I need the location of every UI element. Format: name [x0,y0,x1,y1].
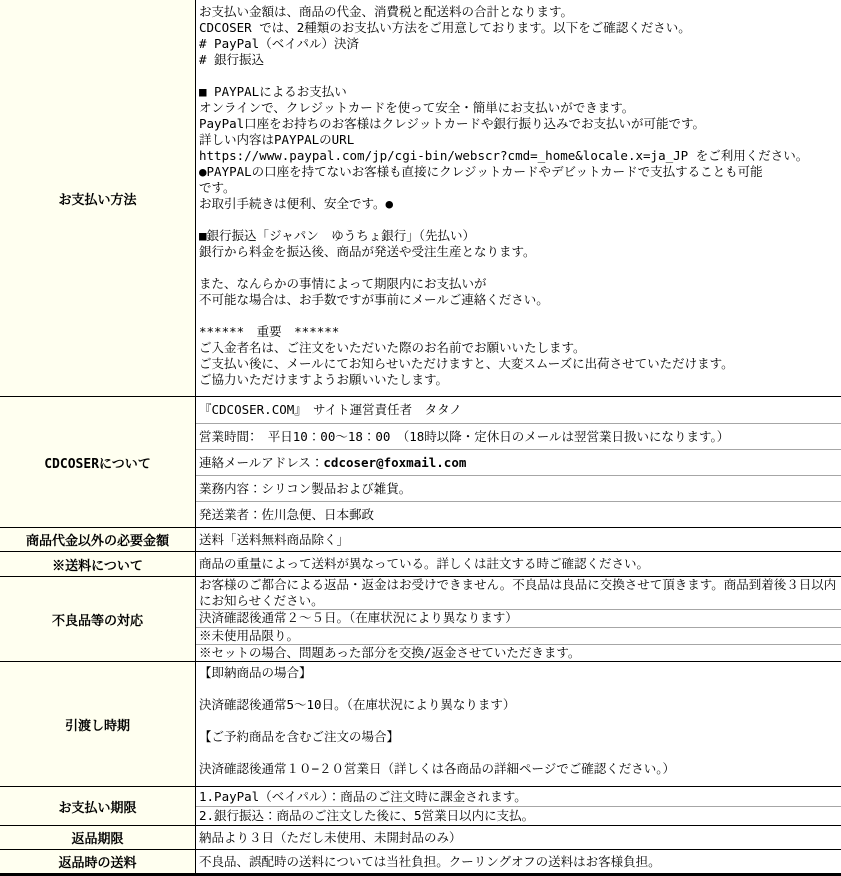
row-about-cdcoser [0,397,841,528]
content-cell-paypal-deadline [196,787,841,806]
text-line [199,745,838,761]
row-payment-deadline [0,787,841,826]
content-cell-site-operator [196,397,841,423]
text-line [199,68,838,84]
content-cell-contact-email [196,449,841,475]
content-cell-return-policy [196,577,841,609]
row-return-deadline [0,826,841,850]
text-line: 不良品、誤配時の送料については当社負担。クーリングオフの送料はお客様負担。 [199,853,661,869]
row-extra-fees [0,528,841,552]
text-line [199,681,838,697]
content-cell-business-hours [196,423,841,449]
text-line: 詳しい内容はPAYPALのURL [199,132,355,147]
text-line: 決済確認後通常5〜10日。（在庫状況により異なります） [199,697,516,712]
text-line: 送料「送料無料商品除く」 [199,531,350,547]
row-return-shipping [0,850,841,873]
row-label: 商品代金以外の必要金額 [0,528,196,551]
text-line: です。 [199,180,236,195]
content-cell-set-items-note [196,644,841,661]
text-line: ご協力いただけますようお願いいたします。 [199,372,449,387]
content-cell-shipping-carriers [196,501,841,527]
text-line: お客様のご都合による返品・返金はお受けできません。不良品は良品に交換させて頂きます。商品到着後３日以内にお知らせください。 [199,577,837,608]
content-cell-unused-only-note [196,627,841,644]
text-line: お支払い金額は、商品の代金、消費税と配送料の合計となります。 [199,4,574,19]
row-delivery-time [0,662,841,787]
row-label: 返品期限 [0,826,196,849]
text-line: また、なんらかの事情によって期限内にお支払いが [199,276,487,291]
row-label: お支払い方法 [0,0,196,396]
row-label: 不良品等の対応 [0,577,196,661]
text-line: 発送業者：佐川急便、日本郵政 [199,506,375,522]
text-line: ■銀行振込「ジャパン ゆうちょ銀行」（先払い） [199,228,476,243]
row-label: CDCOSERについて [0,397,196,527]
row-label: 引渡し時期 [0,662,196,786]
text-line: 納品より３日（ただし未使用、未開封品のみ） [199,829,462,845]
text-line [199,260,838,276]
text-line: 2.銀行振込：商品のご注文した後に、5営業日以内に支払。 [199,808,535,823]
text-line: ご支払い後に、メールにてお知らせいただけますと、大変スムーズに出荷させていただけます。 [199,356,734,371]
text-line: ●PAYPALの口座を持てないお客様も直接にクレジットカードやデビットカードで支払することも可能 [199,164,763,179]
text-line: # 銀行振込 [199,52,265,67]
text-line: CDCOSER では、2種類のお支払い方法をご用意しております。以下をご確認ください。 [199,20,691,35]
text-line: 『CDCOSER.COM』 サイト運営責任者 タタノ [199,402,462,417]
text-line: お取引手続きは便利、安全です。● [199,196,394,211]
text-line: ※セットの場合、問題あった部分を交換/返金させていただきます。 [199,644,581,660]
text-line: 商品の重量によって送料が異なっている。詳しくは註文する時ご確認ください。 [199,556,650,571]
row-content [196,528,841,551]
content-cell-bank-transfer-deadline [196,806,841,825]
text-line: ****** 重要 ****** [199,324,340,339]
row-content [196,577,841,661]
content-cell [196,850,841,873]
text-line: オンラインで、クレジットカードを使って安全・簡単にお支払いができます。 [199,100,635,115]
text-line: 銀行から料金を振込後、商品が発送や受注生産となります。 [199,244,536,259]
content-cell-business-description [196,475,841,501]
text-line: ※未使用品限り。 [199,627,300,643]
text-line: ■ PAYPALによるお支払い [199,84,347,99]
content-cell [196,528,841,551]
text-line [199,308,838,324]
text-line: 【ご予約商品を含むご注文の場合】 [199,729,400,744]
row-content [196,662,841,786]
text-line: 決済確認後通常１０−２０営業日（詳しくは各商品の詳細ページでご確認ください。） [199,761,676,776]
text-line: 【即納商品の場合】 [199,665,312,680]
text-line: 1.PayPal（ベイパル）：商品のご注文時に課金されます。 [199,788,527,804]
row-shipping-note [0,552,841,577]
text-line: 連絡メールアドレス：cdcoser@foxmail.com [199,454,467,470]
row-content [196,552,841,576]
content-cell [196,662,841,786]
text-line: 営業時間： 平日10：00〜18：00 （18時以降・定休日のメールは翌営業日扱いになります。） [199,428,730,444]
text-line: https://www.paypal.com/jp/cgi-bin/webscr?cmd=_home&locale.x=ja_JP をご利用ください。 [199,148,809,163]
row-defective-items [0,577,841,662]
row-label: お支払い期限 [0,787,196,825]
text-line: 不可能な場合は、お手数ですが事前にメールご連絡ください。 [199,292,549,307]
text-line: # PayPal（ベイパル）決済 [199,36,359,51]
content-cell-exchange-time [196,609,841,626]
row-content [196,850,841,873]
text-line [199,713,838,729]
text-line: PayPal口座をお持ちのお客様はクレジットカードや銀行振り込みでお支払いが可能です。 [199,116,705,131]
text-line [199,212,838,228]
row-label: ※送料について [0,552,196,576]
row-payment-method [0,0,841,397]
text-line: 業務内容：シリコン製品および雑貨。 [199,480,412,496]
content-cell [196,552,841,576]
row-content [196,397,841,527]
row-label: 返品時の送料 [0,850,196,873]
text-line: 決済確認後通常２〜５日。（在庫状況により異なります） [199,610,518,626]
row-content [196,787,841,825]
row-content [196,826,841,849]
content-cell [196,0,841,396]
row-content [196,0,841,396]
text-line: ご入金者名は、ご注文をいただいた際のお名前でお願いいたします。 [199,340,586,355]
content-cell [196,826,841,849]
